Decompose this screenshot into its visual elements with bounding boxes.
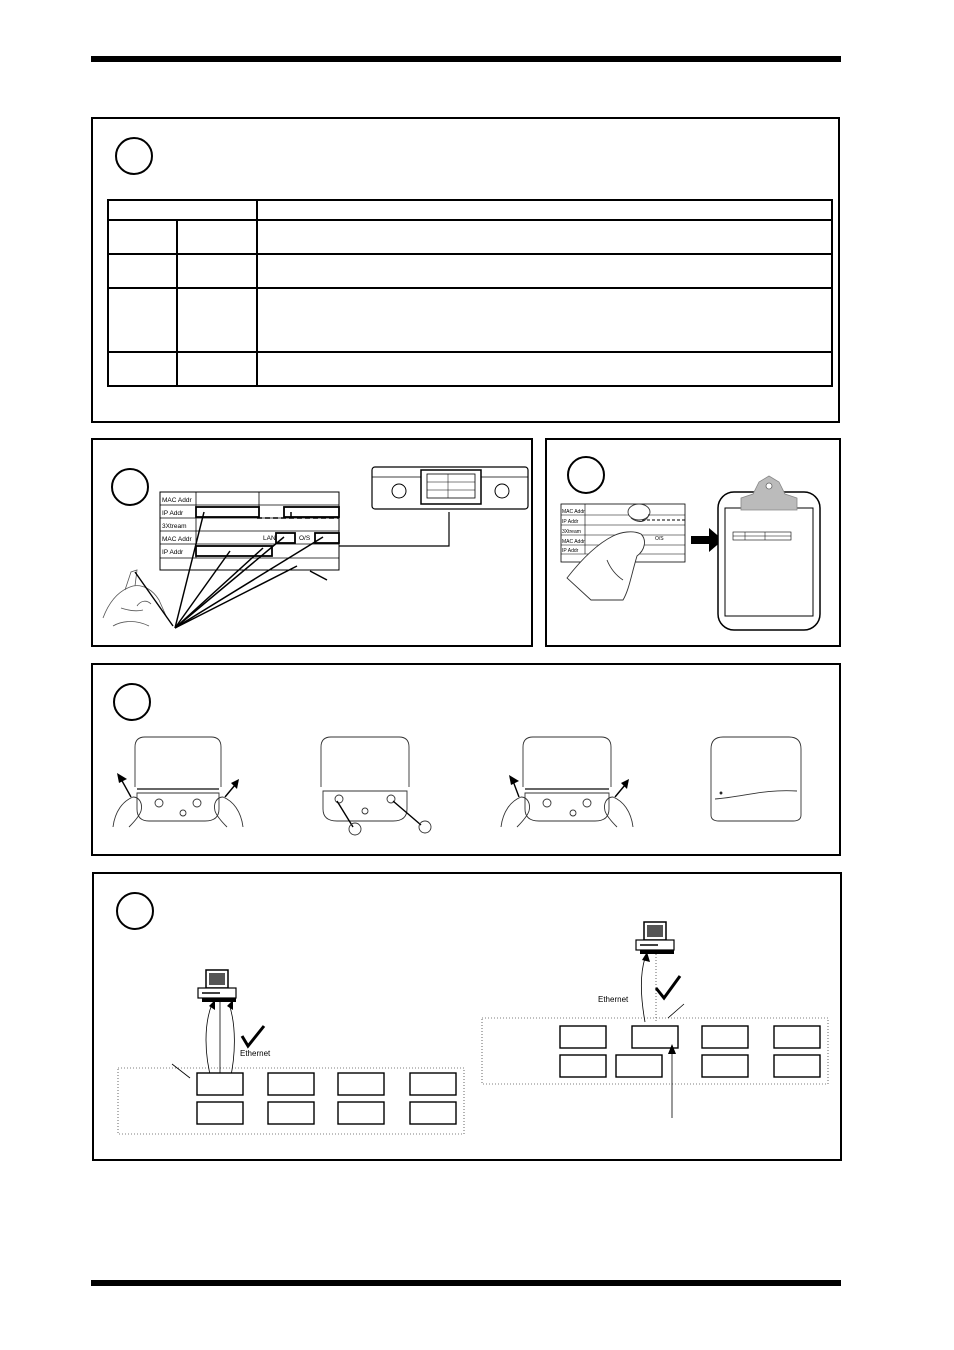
network-diagram — [94, 874, 844, 1163]
os-label: O/S — [655, 536, 664, 542]
label-row-text: IP Addr — [162, 549, 184, 556]
label-card — [160, 492, 339, 570]
step-panel-network — [92, 872, 842, 1161]
clipboard-icon — [718, 476, 820, 630]
table-row — [108, 288, 832, 352]
hand-with-pen-icon — [103, 570, 173, 626]
label-row-text: 3Xtream — [162, 523, 187, 530]
label-row-text: IP Addr — [562, 519, 579, 525]
ethernet-label: Ethernet — [598, 995, 629, 1004]
label-row-text: MAC Addr — [162, 536, 192, 543]
lan-label: LAN — [263, 535, 276, 542]
step-panel-peel-label — [545, 438, 841, 647]
step-panel-fill-label — [91, 438, 533, 647]
unit-lift-cover — [113, 737, 243, 827]
table-row — [108, 254, 832, 288]
label-row-text: IP Addr — [562, 548, 579, 554]
unit-closed — [711, 737, 801, 821]
table-header-cell — [108, 200, 257, 220]
label-row-text: 3Xtream — [562, 529, 581, 535]
device-unit — [372, 467, 528, 509]
header-rule — [91, 56, 841, 62]
table-header-cell — [257, 200, 832, 220]
network-right — [482, 922, 828, 1118]
peel-illustration — [547, 440, 843, 649]
computer-icon — [636, 922, 674, 954]
label-row-text: MAC Addr — [562, 539, 585, 545]
step-panel-table — [91, 117, 840, 423]
label-row-text: MAC Addr — [562, 509, 585, 515]
table-row — [108, 220, 832, 254]
label-illustration — [93, 440, 535, 649]
label-row-text: IP Addr — [162, 510, 184, 517]
unit-replace-cover — [501, 737, 633, 827]
os-label: O/S — [299, 535, 311, 542]
ethernet-label: Ethernet — [240, 1049, 271, 1058]
table-row — [108, 352, 832, 386]
step-number-circle — [115, 137, 153, 175]
device-grid-left — [197, 1073, 456, 1124]
unit-unscrew — [321, 737, 431, 835]
network-left — [118, 970, 464, 1134]
computer-icon — [198, 970, 236, 1002]
device-grid-right — [560, 1026, 820, 1077]
step-panel-cover-removal — [91, 663, 841, 856]
cover-sequence-illustration — [93, 665, 843, 858]
spec-table — [107, 199, 833, 387]
label-row-text: MAC Addr — [162, 497, 192, 504]
footer-rule — [91, 1280, 841, 1286]
